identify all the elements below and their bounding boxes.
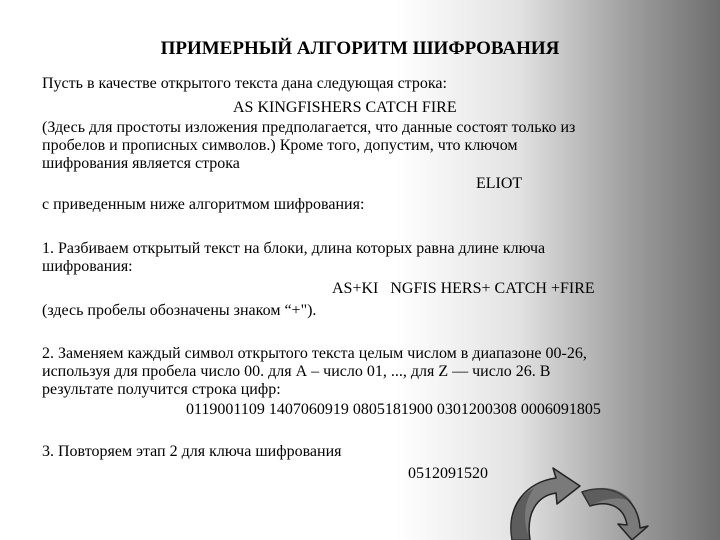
curved-arrows-icon bbox=[500, 462, 650, 540]
step2-digits: 0119001109 1407060919 0805181900 0301200308 0006091805 bbox=[186, 401, 601, 418]
intro-line: Пусть в качестве открытого текста дана следующая строка: bbox=[42, 75, 447, 92]
step1-blocks: AS+KI NGFIS HERS+ CATCH +FIRE bbox=[332, 280, 595, 297]
step1-line-1: 1. Разбиваем открытый текст на блоки, длина которых равна длине ключа bbox=[42, 240, 546, 257]
note-line-3: шифрования является строка bbox=[42, 155, 240, 172]
step2-line-2: используя для пробела число 00. для А – число 01, ..., для Z — число 26. В bbox=[42, 363, 551, 380]
step2-line-1: 2. Заменяем каждый символ открытого текста целым числом в диапазоне 00-26, bbox=[42, 345, 587, 362]
step2-line-3: результате получится строка цифр: bbox=[42, 381, 281, 398]
plaintext-string: AS KINGFISHERS CATCH FIRE bbox=[233, 99, 457, 116]
step3-line-1: 3. Повторяем этап 2 для ключа шифрования bbox=[42, 443, 342, 460]
step1-line-2: шифрования: bbox=[42, 258, 133, 275]
note-line-2: пробелов и прописных символов.) Кроме того, допустим, что ключом bbox=[42, 137, 518, 154]
slide-title: ПРИМЕРНЫЙ АЛГОРИТМ ШИФРОВАНИЯ bbox=[160, 38, 560, 59]
step1-note: (здесь пробелы обозначены знаком “+"). bbox=[42, 302, 317, 319]
step3-digits: 0512091520 bbox=[408, 465, 488, 482]
key-string: ELIOT bbox=[476, 175, 523, 192]
note-line-1: (Здесь для простоты изложения предполагается, что данные состоят только из bbox=[42, 119, 576, 136]
intro-closing: с приведенным ниже алгоритмом шифрования: bbox=[42, 196, 365, 213]
